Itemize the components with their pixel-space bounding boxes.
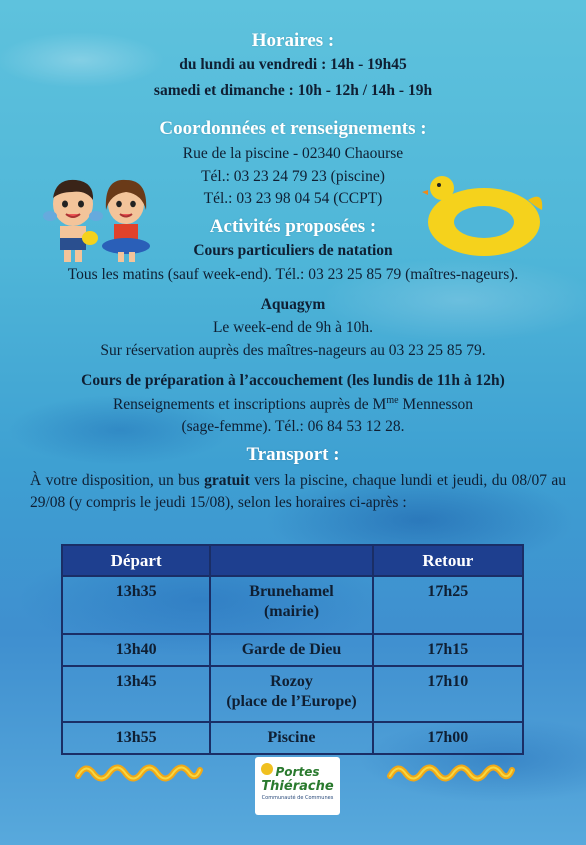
prep-title: Cours de préparation à l’accouchement xyxy=(81,372,343,389)
aquagym-line2: Sur réservation auprès des maîtres-nageurs au 03 23 25 85 79. xyxy=(100,342,486,359)
transport-text xyxy=(30,470,566,514)
stop-line1: Piscine xyxy=(267,729,316,746)
stop-line1: Rozoy xyxy=(270,673,313,690)
prep-title-line xyxy=(0,372,586,390)
horaires-title: Horaires : xyxy=(251,30,335,51)
prep-line1-sup: me xyxy=(386,395,399,406)
retour-cell: 17h00 xyxy=(373,722,523,754)
retour-cell: 17h25 xyxy=(373,576,523,634)
retour-cell: 17h10 xyxy=(373,666,523,722)
activities-title: Activités proposées : xyxy=(209,216,377,237)
stop-line1: Brunehamel xyxy=(249,583,334,600)
aquagym-title: Aquagym xyxy=(260,296,326,313)
logo-line1: Portes xyxy=(275,765,320,779)
prep-time: (les lundis de 11h à 12h) xyxy=(346,372,505,389)
contact-title: Coordonnées et renseignements : xyxy=(159,118,427,139)
contact-phone-ccpt: Tél.: 03 23 98 04 54 (CCPT) xyxy=(203,190,383,207)
transport-text-b: vers la piscine, chaque lundi et jeudi, du 08/07 au 29/08 (y compris le jeudi 15/08), selon les horaires ci-après : xyxy=(30,472,566,511)
logo-line3: Communauté de Communes xyxy=(261,795,334,801)
prep-line2: (sage-femme). Tél.: 06 84 53 12 28. xyxy=(181,418,405,435)
transport-text-a: À votre disposition, un bus xyxy=(30,472,205,489)
prep-line1-a: Renseignements et inscriptions auprès de M xyxy=(112,396,387,414)
contact-address: Rue de la piscine - 02340 Chaourse xyxy=(182,145,404,162)
aquagym-line1: Le week-end de 9h à 10h. xyxy=(212,319,374,336)
table-row xyxy=(62,722,523,754)
prep-line1 xyxy=(0,395,586,414)
wave-ornament-left xyxy=(74,760,204,786)
horaires-weekdays: du lundi au vendredi : 14h - 19h45 xyxy=(179,56,407,73)
table-row xyxy=(62,576,523,634)
header-depart: Départ xyxy=(62,545,210,576)
table-row xyxy=(62,666,523,722)
portes-thierache-logo xyxy=(255,757,340,815)
contact-phone-piscine: Tél.: 03 23 24 79 23 (piscine) xyxy=(201,168,385,185)
stop-cell xyxy=(210,576,372,634)
transport-text-bold: gratuit xyxy=(204,472,250,489)
depart-cell: 13h35 xyxy=(62,576,210,634)
prep-line1-b: Mennesson xyxy=(398,396,474,414)
table-header-row xyxy=(62,545,523,576)
header-stop xyxy=(210,545,372,576)
lessons-text: Tous les matins (sauf week-end). Tél.: 03 23 25 85 79 (maîtres-nageurs). xyxy=(67,266,519,283)
depart-cell: 13h45 xyxy=(62,666,210,722)
stop-cell xyxy=(210,634,372,666)
stop-line1: Garde de Dieu xyxy=(241,641,342,658)
depart-cell: 13h40 xyxy=(62,634,210,666)
horaires-weekend: samedi et dimanche : 10h - 12h / 14h - 19h xyxy=(153,82,433,99)
header-retour: Retour xyxy=(373,545,523,576)
transport-title: Transport : xyxy=(246,444,340,465)
logo-line2: Thiérache xyxy=(261,779,334,794)
depart-cell: 13h55 xyxy=(62,722,210,754)
stop-line2: (place de l’Europe) xyxy=(226,693,357,710)
bus-schedule-table xyxy=(61,544,524,755)
stop-line2: (mairie) xyxy=(263,603,320,620)
lessons-title: Cours particuliers de natation xyxy=(193,242,393,259)
stop-cell xyxy=(210,722,372,754)
wave-ornament-right xyxy=(386,760,516,786)
table-row xyxy=(62,634,523,666)
logo-sun-icon xyxy=(261,763,273,775)
stop-cell xyxy=(210,666,372,722)
retour-cell: 17h15 xyxy=(373,634,523,666)
